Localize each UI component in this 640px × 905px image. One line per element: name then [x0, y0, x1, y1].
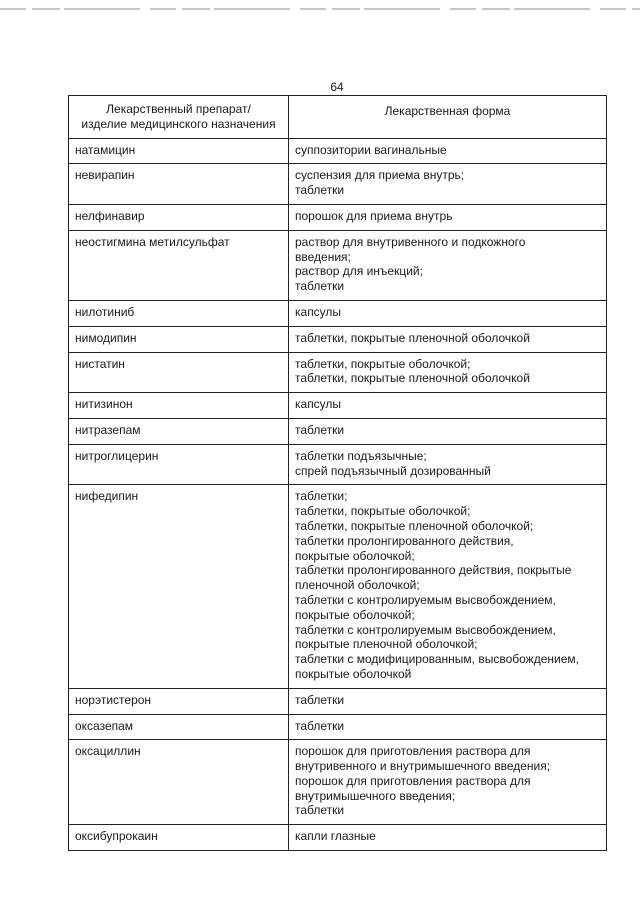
header-drug: Лекарственный препарат/ изделие медицинского назначения [69, 96, 289, 139]
dosage-form-line: введения; [295, 249, 351, 264]
drug-name-cell [69, 300, 289, 326]
dosage-form-line: порошок для приготовления раствора для [295, 744, 531, 759]
drug-name-cell [69, 714, 289, 740]
drug-name-cell [69, 138, 289, 164]
drug-name-cell [69, 352, 289, 393]
drug-name: оксибупрокаин [75, 829, 158, 844]
drug-name: оксазепам [75, 718, 134, 733]
dosage-form-cell [289, 740, 607, 825]
dosage-form-line: таблетки с контролируемым высвобождением, [295, 592, 556, 607]
table-row [69, 164, 607, 205]
dosage-form-line: спрей подъязычный дозированный [295, 463, 491, 478]
dosage-form-cell [289, 825, 607, 851]
dosage-form-cell [289, 393, 607, 419]
drug-name-cell [69, 393, 289, 419]
table-row [69, 393, 607, 419]
dosage-form-line: таблетки; [295, 489, 348, 504]
dosage-form-line: таблетки с модифицированным, высвобождением, [295, 652, 579, 667]
dosage-form-cell [289, 418, 607, 444]
drug-name-cell [69, 230, 289, 300]
dosage-form-line: покрытые оболочкой; [295, 548, 415, 563]
dosage-form-line: таблетки [295, 803, 345, 818]
table-row [69, 485, 607, 688]
drug-name-cell [69, 688, 289, 714]
dosage-form-cell [289, 164, 607, 205]
drug-name: нилотиниб [75, 304, 135, 319]
table-row [69, 230, 607, 300]
drug-name: неостигмина метилсульфат [75, 234, 230, 249]
table-row [69, 688, 607, 714]
dosage-form-line: таблетки [295, 718, 345, 733]
drug-name-cell [69, 164, 289, 205]
dosage-form-line: таблетки пролонгированного действия, [295, 533, 514, 548]
dosage-form-line: таблетки, покрытые пленочной оболочкой [295, 371, 530, 386]
drug-name-cell [69, 485, 289, 688]
drug-name: нитизинон [75, 397, 133, 412]
drug-name-cell [69, 204, 289, 230]
dosage-form-line: таблетки, покрытые пленочной оболочкой; [295, 518, 534, 533]
drug-name: нистатин [75, 356, 125, 371]
page-number: 64 [330, 80, 344, 94]
dosage-form-line: таблетки [295, 279, 345, 294]
drug-name: нитразепам [75, 422, 141, 437]
dosage-form-line: покрытые оболочкой [295, 666, 412, 681]
dosage-form-line: таблетки, покрытые оболочкой; [295, 504, 471, 519]
dosage-form-line: покрытые оболочкой; [295, 607, 415, 622]
drug-name-cell [69, 418, 289, 444]
dosage-form-line: таблетки [295, 422, 345, 437]
drug-name: невирапин [75, 168, 135, 183]
drug-name-cell [69, 825, 289, 851]
dosage-form-line: таблетки [295, 692, 345, 707]
dosage-form-line: капсулы [295, 397, 342, 412]
drug-name-cell [69, 326, 289, 352]
table-row [69, 326, 607, 352]
dosage-form-cell [289, 230, 607, 300]
dosage-form-cell [289, 326, 607, 352]
dosage-form-line: таблетки [295, 183, 345, 198]
header-form: Лекарственная форма [289, 96, 607, 139]
drug-name-cell [69, 444, 289, 485]
table-row [69, 300, 607, 326]
table-row [69, 740, 607, 825]
dosage-form-cell [289, 204, 607, 230]
drug-name-cell [69, 740, 289, 825]
table-row [69, 714, 607, 740]
dosage-form-line: суспензия для приема внутрь; [295, 168, 465, 183]
dosage-form-line: внутривенного и внутримышечного введения; [295, 759, 551, 774]
dosage-form-line: раствор для инъекций; [295, 264, 423, 279]
dosage-form-line: таблетки, покрытые оболочкой; [295, 356, 471, 371]
dosage-form-line: суппозитории вагинальные [295, 142, 447, 157]
dosage-form-line: порошок для приготовления раствора для [295, 773, 531, 788]
dosage-form-line: порошок для приема внутрь [295, 208, 453, 223]
table-row [69, 204, 607, 230]
dosage-form-cell [289, 352, 607, 393]
dosage-form-line: таблетки пролонгированного действия, покрытые [295, 563, 572, 578]
dosage-form-cell [289, 714, 607, 740]
table-row [69, 352, 607, 393]
table-header-row [69, 96, 607, 139]
drug-name: натамицин [75, 142, 136, 157]
dosage-form-line: таблетки, покрытые пленочной оболочкой [295, 330, 530, 345]
drug-name: нифедипин [75, 489, 139, 504]
table-row [69, 825, 607, 851]
drug-name: оксациллин [75, 744, 141, 759]
dosage-form-cell [289, 688, 607, 714]
scan-top-edge [0, 8, 640, 10]
dosage-form-line: капли глазные [295, 829, 376, 844]
dosage-form-cell [289, 444, 607, 485]
drug-name: норэтистерон [75, 692, 152, 707]
dosage-form-cell [289, 138, 607, 164]
drug-name: нелфинавир [75, 208, 145, 223]
drug-name: нитроглицерин [75, 448, 159, 463]
table-row [69, 138, 607, 164]
dosage-form-line: внутримышечного введения; [295, 788, 456, 803]
drug-name: нимодипин [75, 330, 137, 345]
table-row [69, 418, 607, 444]
dosage-form-line: покрытые пленочной оболочкой; [295, 637, 478, 652]
dosage-form-cell [289, 300, 607, 326]
dosage-form-line: капсулы [295, 304, 342, 319]
dosage-form-cell [289, 485, 607, 688]
dosage-form-line: таблетки с контролируемым высвобождением, [295, 622, 556, 637]
drug-table [68, 95, 607, 851]
table-row [69, 444, 607, 485]
dosage-form-line: раствор для внутривенного и подкожного [295, 234, 526, 249]
dosage-form-line: пленочной оболочкой; [295, 578, 420, 593]
dosage-form-line: таблетки подъязычные; [295, 448, 427, 463]
